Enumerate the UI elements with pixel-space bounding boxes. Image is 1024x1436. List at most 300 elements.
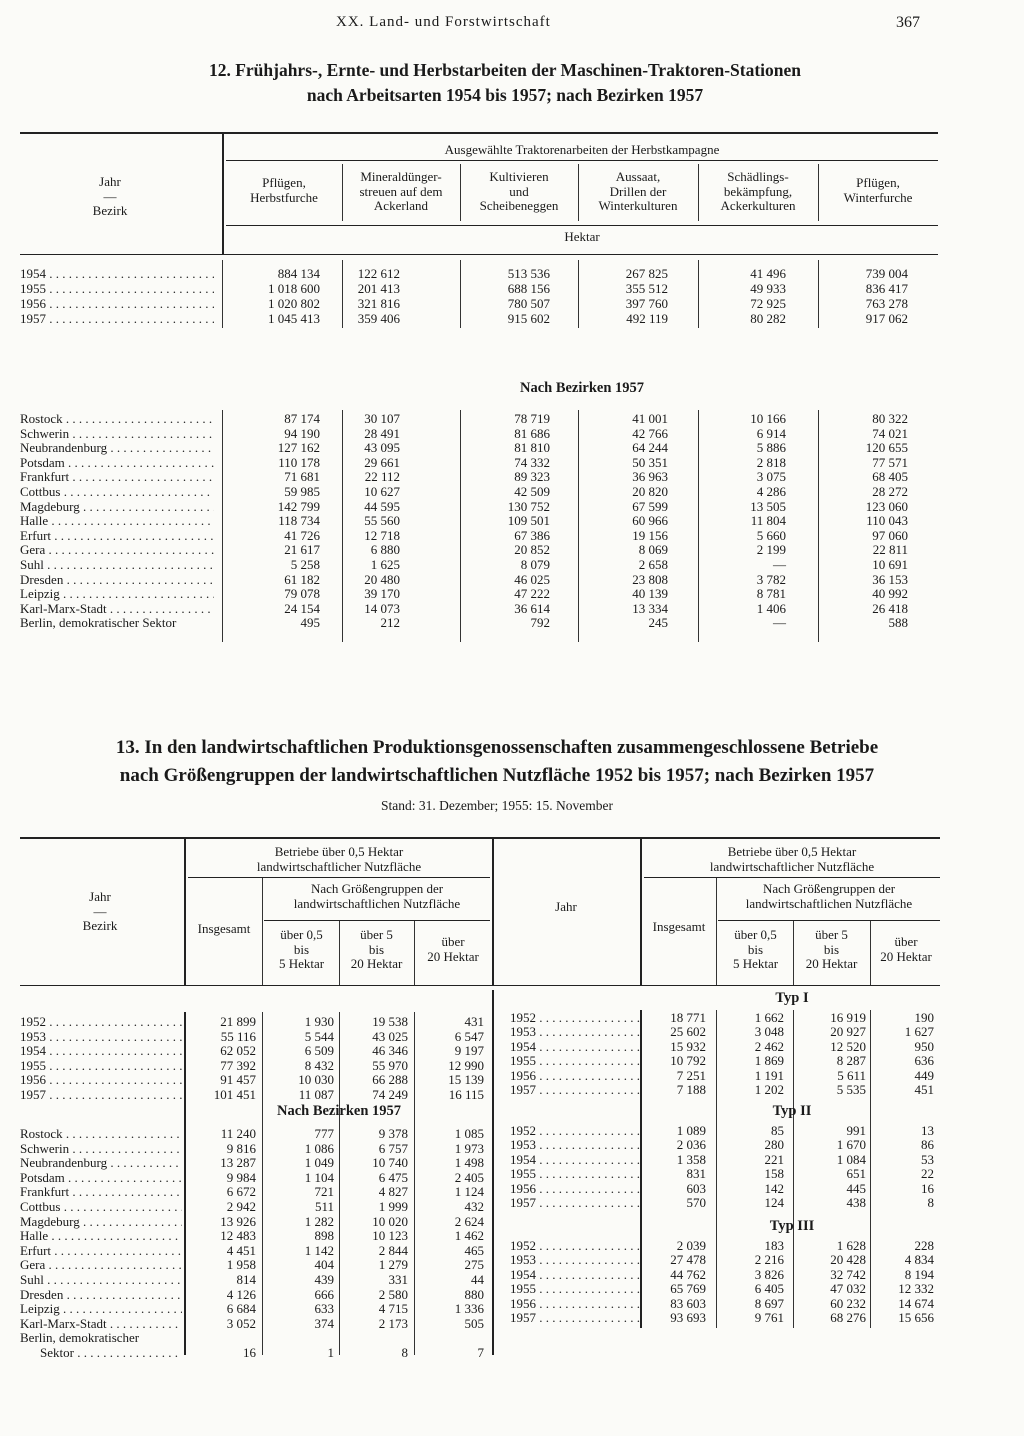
- table12-col-header-5: Schädlings- bekämpfung, Ackerkulturen: [720, 169, 796, 214]
- cell-value: 495: [300, 615, 320, 631]
- cell-value: 321 816: [357, 296, 400, 311]
- cell-value: 1 625: [370, 557, 400, 572]
- cell-value: 3 052: [226, 1315, 256, 1331]
- row-label: 1953 . . .: [510, 1137, 642, 1152]
- cell-value: 603: [686, 1180, 706, 1196]
- cell-value: 12 483: [220, 1228, 256, 1244]
- cell-value: 46 025: [514, 571, 550, 587]
- cell-value: 1 202: [754, 1082, 784, 1097]
- cell-value: —: [773, 615, 786, 631]
- cell-value: 13 505: [750, 498, 786, 514]
- cell-value: 201 413: [357, 281, 400, 296]
- table-row: [0, 1010, 1024, 1025]
- cell-value: 666: [314, 1286, 334, 1302]
- cell-value: 8 069: [638, 542, 668, 558]
- cell-value: 1 662: [754, 1010, 784, 1025]
- type-group-title: Typ I: [775, 990, 809, 1006]
- cell-value: 79 078: [284, 586, 320, 602]
- cell-value: 20 820: [632, 484, 668, 499]
- cell-value: 2 199: [756, 542, 786, 558]
- row-label: 1957 . . .: [20, 1087, 182, 1102]
- cell-value: 1 020 802: [268, 296, 320, 311]
- row-label: 1952 . . .: [20, 1014, 182, 1029]
- row-label: Halle . . .: [20, 1228, 182, 1243]
- cell-value: 65 769: [670, 1281, 706, 1297]
- row-label: Potsdam . . .: [20, 455, 214, 470]
- cell-value: 9 984: [226, 1169, 256, 1185]
- row-label: Gera . . .: [20, 1257, 182, 1272]
- cell-value: 651: [846, 1166, 866, 1182]
- cell-value: 142: [764, 1180, 784, 1196]
- cell-value: 1 279: [378, 1257, 408, 1273]
- cell-value: 60 232: [830, 1295, 866, 1311]
- cell-value: 11 240: [220, 1126, 256, 1141]
- row-label: 1955 . . .: [20, 1058, 182, 1073]
- cell-value: 28 272: [872, 484, 908, 499]
- cell-value: 7 251: [676, 1067, 706, 1083]
- cell-value: 67 386: [514, 527, 550, 543]
- row-label: Rostock . . .: [20, 411, 214, 426]
- cell-value: 36 963: [632, 469, 668, 485]
- cell-value: 1 869: [754, 1053, 784, 1069]
- type-group-title: Typ III: [769, 1218, 815, 1234]
- cell-value: 688 156: [507, 281, 550, 296]
- cell-value: 20 927: [830, 1024, 866, 1040]
- cell-value: 451: [914, 1082, 934, 1097]
- row-label: 1955 . . .: [510, 1281, 642, 1296]
- table-row: [0, 1152, 1024, 1167]
- cell-value: 19 156: [632, 527, 668, 543]
- table-row: [0, 1252, 1024, 1267]
- row-label: Cottbus . . .: [20, 484, 214, 499]
- cell-value: 6 672: [226, 1184, 256, 1200]
- berlin-label-line1: Berlin, demokratischer: [20, 1330, 140, 1346]
- cell-value: 4 827: [378, 1184, 408, 1200]
- cell-value: 915 602: [507, 311, 550, 326]
- cell-value: 109 501: [507, 513, 550, 529]
- table-row: [0, 1024, 1024, 1039]
- cell-value: 10 166: [750, 411, 786, 426]
- row-label: Karl-Marx-Stadt . . .: [20, 601, 214, 616]
- cell-value: 41 726: [284, 527, 320, 543]
- cell-value: 158: [764, 1166, 784, 1182]
- cell-value: 2 405: [454, 1169, 484, 1185]
- cell-value: 12 332: [898, 1281, 934, 1297]
- cell-value: 22 811: [872, 542, 908, 558]
- cell-value: 74 021: [872, 425, 908, 441]
- cell-value: 67 599: [632, 498, 668, 514]
- row-label: Erfurt . . .: [20, 528, 214, 543]
- cell-value: 41 496: [750, 266, 786, 281]
- row-label: 1953 . . .: [20, 1029, 182, 1044]
- cell-value: 2 036: [676, 1137, 706, 1153]
- table12-col-header-1: Pflügen, Herbstfurche: [250, 175, 318, 205]
- cell-value: 1 018 600: [268, 281, 320, 296]
- table13-right-col-header-2: über 5 bis 20 Hektar: [805, 927, 858, 972]
- table13-right-group-header: Betriebe über 0,5 Hektar landwirtschaftlicher Nutzfläche: [709, 844, 875, 874]
- row-label: 1952 . . .: [510, 1238, 642, 1253]
- cell-value: 20 428: [830, 1252, 866, 1268]
- cell-value: 11 087: [298, 1086, 334, 1102]
- row-label: 1957 . . .: [510, 1082, 642, 1097]
- cell-value: 15 932: [670, 1038, 706, 1054]
- cell-value: 9 816: [226, 1140, 256, 1156]
- cell-value: 43 095: [364, 440, 400, 456]
- cell-value: 97 060: [872, 527, 908, 543]
- cell-value: 438: [846, 1195, 866, 1210]
- table13-right-stub-header: Jahr: [555, 899, 577, 914]
- cell-value: 6 757: [378, 1140, 408, 1156]
- cell-value: 9 378: [378, 1126, 408, 1141]
- cell-value: 814: [236, 1272, 256, 1287]
- cell-value: 118 734: [278, 513, 320, 529]
- cell-value: 61 182: [284, 571, 320, 587]
- type-group-title: Typ II: [772, 1103, 812, 1119]
- cell-value: 6 405: [754, 1281, 784, 1297]
- cell-value: 359 406: [357, 311, 400, 326]
- cell-value: 87 174: [284, 411, 320, 426]
- row-label: 1956 . . .: [20, 296, 214, 311]
- cell-value: 60 966: [632, 513, 668, 529]
- cell-value: 1 282: [304, 1213, 334, 1229]
- cell-value: 1: [327, 1345, 334, 1361]
- cell-value: 2 216: [754, 1252, 784, 1268]
- cell-value: 5 611: [837, 1067, 866, 1083]
- cell-value: 449: [914, 1067, 934, 1083]
- cell-value: 8 287: [836, 1053, 866, 1069]
- row-label: Suhl . . .: [20, 1272, 182, 1287]
- cell-value: 10 627: [364, 484, 400, 499]
- table-row: [0, 1039, 1024, 1054]
- cell-value: 10 030: [298, 1072, 334, 1087]
- cell-value: 13 926: [220, 1213, 256, 1229]
- cell-value: 2 658: [638, 557, 668, 572]
- cell-value: 6 880: [370, 542, 400, 558]
- table12-stub-header: Jahr — Bezirk: [92, 174, 128, 219]
- row-label: 1955 . . .: [510, 1166, 642, 1181]
- cell-value: 8: [927, 1195, 934, 1210]
- cell-value: 94 190: [284, 425, 320, 441]
- row-label: Frankfurt . . .: [20, 469, 214, 484]
- cell-value: 47 032: [830, 1281, 866, 1297]
- cell-value: 80 322: [872, 411, 908, 426]
- cell-value: 13 287: [220, 1155, 256, 1171]
- cell-value: 16: [243, 1345, 256, 1361]
- cell-value: 142 799: [277, 498, 320, 514]
- table-row: [0, 1166, 1024, 1181]
- table-row: [0, 1296, 1024, 1311]
- cell-value: 32 742: [830, 1266, 866, 1282]
- cell-value: 1 627: [904, 1024, 934, 1040]
- table-row: [0, 1137, 1024, 1152]
- table-row: [0, 1238, 1024, 1253]
- cell-value: 81 810: [514, 440, 550, 456]
- row-label: 1954 . . .: [510, 1152, 642, 1167]
- cell-value: 4 126: [226, 1286, 256, 1302]
- row-label: Magdeburg . . .: [20, 499, 214, 514]
- cell-value: 19 538: [372, 1014, 408, 1029]
- cell-value: 25 602: [670, 1024, 706, 1040]
- cell-value: 68 405: [872, 469, 908, 485]
- row-label: Suhl . . .: [20, 557, 214, 572]
- cell-value: 1 049: [304, 1155, 334, 1171]
- cell-value: 124: [764, 1195, 784, 1210]
- cell-value: 374: [314, 1315, 334, 1331]
- cell-value: 16 115: [448, 1086, 484, 1102]
- cell-value: 44 595: [364, 498, 400, 514]
- cell-value: 636: [914, 1053, 934, 1069]
- cell-value: 3 048: [754, 1024, 784, 1040]
- cell-value: 1 124: [454, 1184, 484, 1200]
- cell-value: 2 942: [226, 1199, 256, 1214]
- cell-value: 28 491: [364, 425, 400, 441]
- table13-left-col-header-3: über 20 Hektar: [427, 934, 479, 964]
- cell-value: 513 536: [507, 266, 550, 281]
- cell-value: 588: [888, 615, 908, 631]
- cell-value: 950: [914, 1038, 934, 1054]
- row-label: Schwerin . . .: [20, 426, 214, 441]
- cell-value: 10 691: [872, 557, 908, 572]
- cell-value: 74 249: [372, 1086, 408, 1102]
- cell-value: 1 089: [676, 1123, 706, 1138]
- cell-value: 6 475: [378, 1169, 408, 1185]
- cell-value: 14 674: [898, 1295, 934, 1311]
- chapter-title: XX. Land- und Forstwirtschaft: [336, 14, 551, 30]
- cell-value: 110 178: [278, 454, 320, 470]
- row-label: Berlin, demokratischer Sektor: [20, 615, 177, 631]
- cell-value: 1 973: [454, 1140, 484, 1156]
- cell-value: 46 346: [372, 1043, 408, 1058]
- table-row: [0, 1181, 1024, 1196]
- cell-value: 22 112: [364, 469, 400, 485]
- cell-value: 74 332: [514, 454, 550, 470]
- cell-value: 127 162: [277, 440, 320, 456]
- cell-value: 50 351: [632, 454, 668, 470]
- table13-right-col-header-1: über 0,5 bis 5 Hektar: [732, 927, 779, 972]
- cell-value: 777: [314, 1126, 334, 1141]
- cell-value: 432: [464, 1199, 484, 1214]
- cell-value: 15 656: [898, 1310, 934, 1325]
- cell-value: 1 958: [226, 1257, 256, 1273]
- row-label: 1956 . . .: [510, 1181, 642, 1196]
- cell-value: 7: [477, 1345, 484, 1361]
- cell-value: 1 084: [836, 1151, 866, 1167]
- cell-value: 1 191: [754, 1067, 784, 1083]
- cell-value: 6 509: [304, 1043, 334, 1058]
- cell-value: 280: [764, 1137, 784, 1153]
- cell-value: 511: [314, 1199, 334, 1214]
- cell-value: 16 919: [830, 1010, 866, 1025]
- cell-value: 86: [921, 1137, 934, 1153]
- cell-value: 445: [846, 1180, 866, 1196]
- cell-value: 8 781: [756, 586, 786, 602]
- row-label: 1955 . . .: [510, 1053, 642, 1068]
- cell-value: 21 617: [284, 542, 320, 558]
- cell-value: 880: [464, 1286, 484, 1302]
- cell-value: 831: [686, 1166, 706, 1182]
- cell-value: 633: [314, 1301, 334, 1317]
- cell-value: 1 104: [304, 1169, 334, 1185]
- cell-value: 81 686: [514, 425, 550, 441]
- cell-value: 2 624: [454, 1213, 484, 1229]
- cell-value: 221: [764, 1151, 784, 1167]
- cell-value: 40 992: [872, 586, 908, 602]
- row-label: Leipzig . . .: [20, 586, 214, 601]
- cell-value: 130 752: [507, 498, 550, 514]
- cell-value: 13: [921, 1123, 934, 1138]
- table-row: [0, 1082, 1024, 1097]
- cell-value: 1 085: [454, 1126, 484, 1141]
- cell-value: 11 804: [750, 513, 786, 529]
- row-label: Dresden . . .: [20, 572, 214, 587]
- cell-value: 5 660: [756, 527, 786, 543]
- cell-value: 5 535: [836, 1082, 866, 1097]
- cell-value: 1 628: [836, 1238, 866, 1253]
- cell-value: 3 826: [754, 1266, 784, 1282]
- cell-value: 85: [771, 1123, 784, 1138]
- cell-value: 101 451: [213, 1086, 256, 1102]
- cell-value: 36 614: [514, 600, 550, 616]
- row-label: 1953 . . .: [510, 1024, 642, 1039]
- cell-value: 30 107: [364, 411, 400, 426]
- cell-value: 4 451: [226, 1242, 256, 1258]
- cell-value: 42 766: [632, 425, 668, 441]
- row-label: Rostock . . .: [20, 1126, 182, 1141]
- cell-value: 64 244: [632, 440, 668, 456]
- row-label: 1952 . . .: [510, 1123, 642, 1138]
- cell-value: 77 392: [220, 1057, 256, 1073]
- cell-value: 6 547: [454, 1028, 484, 1044]
- cell-value: 55 116: [220, 1028, 256, 1044]
- row-label: 1956 . . .: [20, 1072, 182, 1087]
- cell-value: 8 079: [520, 557, 550, 572]
- cell-value: 44: [471, 1272, 484, 1287]
- cell-value: 8 697: [754, 1295, 784, 1311]
- table13-right-col-header-3: über 20 Hektar: [880, 934, 932, 964]
- cell-value: 570: [686, 1195, 706, 1210]
- row-label: Gera . . .: [20, 542, 214, 557]
- cell-value: 12 718: [364, 527, 400, 543]
- cell-value: 10 792: [670, 1053, 706, 1069]
- cell-value: 991: [846, 1123, 866, 1138]
- cell-value: 83 603: [670, 1295, 706, 1311]
- row-label: Neubrandenburg . . .: [20, 440, 214, 455]
- cell-value: 275: [464, 1257, 484, 1273]
- cell-value: 16: [921, 1180, 934, 1196]
- cell-value: 5 258: [290, 557, 320, 572]
- cell-value: 2 580: [378, 1286, 408, 1302]
- cell-value: 66 288: [372, 1072, 408, 1087]
- cell-value: 6 914: [756, 425, 786, 441]
- row-label: Erfurt . . .: [20, 1243, 182, 1258]
- cell-value: 20 852: [514, 542, 550, 558]
- cell-value: 91 457: [220, 1072, 256, 1087]
- cell-value: 15 139: [448, 1072, 484, 1087]
- cell-value: 183: [764, 1238, 784, 1253]
- row-label: Sektor . . .: [20, 1345, 182, 1360]
- table13-left-col-header-2: über 5 bis 20 Hektar: [350, 927, 403, 972]
- table-row: [0, 1195, 1024, 1210]
- cell-value: 22: [921, 1166, 934, 1182]
- cell-value: 267 825: [625, 266, 668, 281]
- cell-value: 2 844: [378, 1242, 408, 1258]
- table12-col-header-4: Aussaat, Drillen der Winterkulturen: [598, 169, 678, 214]
- cell-value: 884 134: [277, 266, 320, 281]
- table-row: [0, 1267, 1024, 1282]
- cell-value: 1 999: [378, 1199, 408, 1214]
- row-label: Schwerin . . .: [20, 1141, 182, 1156]
- cell-value: 93 693: [670, 1310, 706, 1325]
- cell-value: 3 075: [756, 469, 786, 485]
- cell-value: 23 808: [632, 571, 668, 587]
- cell-value: 77 571: [872, 454, 908, 470]
- cell-value: 18 771: [670, 1010, 706, 1025]
- cell-value: 72 925: [750, 296, 786, 311]
- cell-value: 2 462: [754, 1038, 784, 1054]
- table12-col-header-2: Mineraldünger- streuen auf dem Ackerland: [359, 169, 443, 214]
- row-label: Cottbus . . .: [20, 1199, 182, 1214]
- cell-value: 80 282: [750, 311, 786, 326]
- table-row: [0, 1345, 1024, 1360]
- cell-value: 44 762: [670, 1266, 706, 1282]
- row-label: Karl-Marx-Stadt . . .: [20, 1316, 182, 1331]
- cell-value: 1 086: [304, 1140, 334, 1156]
- table13-right-insgesamt: Insgesamt: [652, 919, 706, 934]
- cell-value: 47 222: [514, 586, 550, 602]
- row-label: Neubrandenburg . . .: [20, 1155, 182, 1170]
- table12-title: 12. Frühjahrs-, Ernte- und Herbstarbeiten der Maschinen-Traktoren-Stationen nach Arbeitsarten 1954 bis 1957; nach Bezirken 1957: [208, 60, 802, 105]
- cell-value: 245: [648, 615, 668, 631]
- cell-value: 1 142: [304, 1242, 334, 1258]
- cell-value: 20 480: [364, 571, 400, 587]
- row-label: 1955 . . .: [20, 281, 214, 296]
- row-label: Leipzig . . .: [20, 1301, 182, 1316]
- cell-value: 43 025: [372, 1028, 408, 1044]
- cell-value: 2 173: [378, 1315, 408, 1331]
- cell-value: 89 323: [514, 469, 550, 485]
- cell-value: 404: [314, 1257, 334, 1273]
- row-label: 1957 . . .: [510, 1310, 642, 1325]
- cell-value: 12 990: [448, 1057, 484, 1073]
- row-label: 1957 . . .: [510, 1195, 642, 1210]
- table13-stand: Stand: 31. Dezember; 1955: 15. November: [380, 798, 614, 813]
- table12-section-title: Nach Bezirken 1957: [519, 380, 645, 396]
- cell-value: 1 498: [454, 1155, 484, 1171]
- cell-value: 212: [380, 615, 400, 631]
- cell-value: 228: [914, 1238, 934, 1253]
- cell-value: 836 417: [865, 281, 908, 296]
- cell-value: 62 052: [220, 1043, 256, 1058]
- table12-col-header-6: Pflügen, Winterfurche: [843, 175, 913, 205]
- row-label: 1954 . . .: [20, 1043, 182, 1058]
- cell-value: 10 740: [372, 1155, 408, 1171]
- table-row: [0, 1310, 1024, 1325]
- cell-value: 1 045 413: [268, 311, 320, 326]
- cell-value: 3 782: [756, 571, 786, 587]
- table-row: [0, 1281, 1024, 1296]
- cell-value: 7 188: [676, 1082, 706, 1097]
- cell-value: 49 933: [750, 281, 786, 296]
- cell-value: 1 406: [756, 600, 786, 616]
- cell-value: 4 715: [378, 1301, 408, 1317]
- table13-left-subheader: Nach Größengruppen der landwirtschaftlichen Nutzfläche: [293, 881, 461, 911]
- cell-value: 505: [464, 1315, 484, 1331]
- cell-value: 12 520: [830, 1038, 866, 1054]
- cell-value: 110 043: [866, 513, 908, 529]
- cell-value: 123 060: [865, 498, 908, 514]
- cell-value: 8 194: [904, 1266, 934, 1282]
- table-row: [0, 1068, 1024, 1083]
